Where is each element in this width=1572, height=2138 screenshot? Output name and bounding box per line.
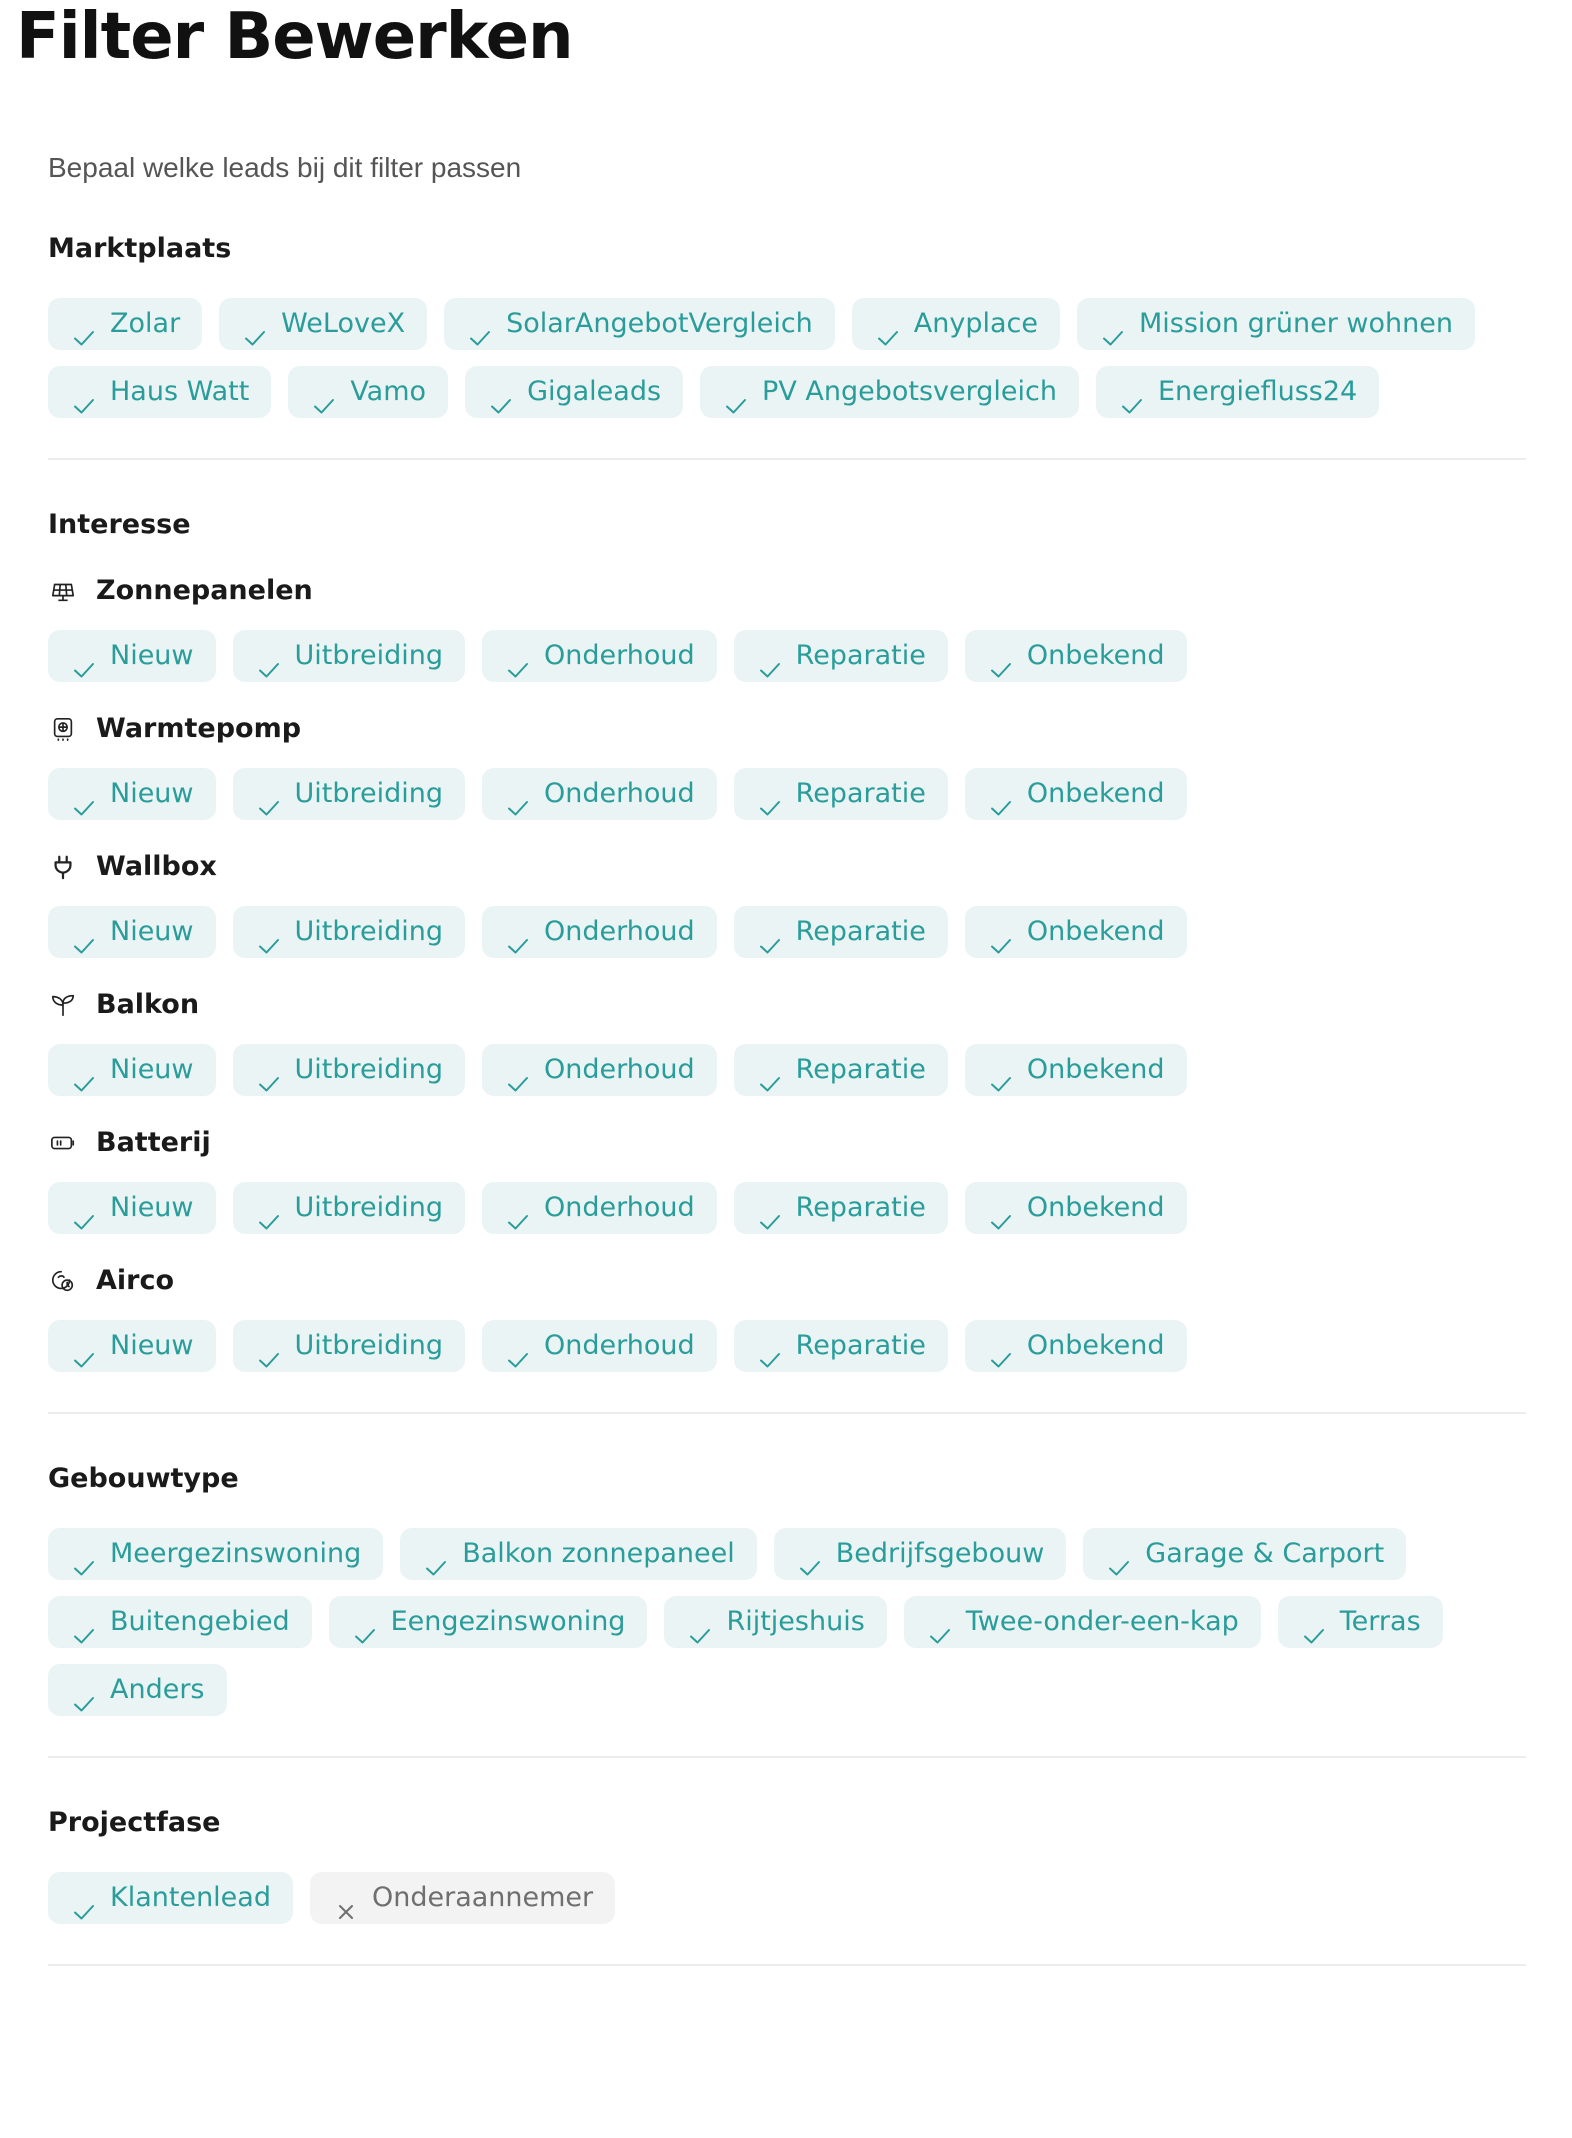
check-icon [758,922,782,942]
filter-chip-onbekend[interactable] [965,1320,1187,1372]
filter-chip-onderaannemer[interactable] [310,1872,615,1924]
chip-label: Anyplace [913,308,1038,339]
interest-category-name: Batterij [96,1127,211,1158]
filter-chip-onbekend[interactable] [965,906,1187,958]
interest-category-name: Airco [96,1265,175,1296]
check-icon [257,922,281,942]
chip-label: Reparatie [795,916,926,947]
check-icon [72,646,96,666]
check-icon [506,1336,530,1356]
filter-chip-reparatie[interactable] [734,1044,948,1096]
projectfase-chips [48,1872,1526,1924]
check-icon [989,1060,1013,1080]
filter-chip-eengezinswoning[interactable] [329,1596,648,1648]
chip-label: Balkon zonnepaneel [462,1538,735,1569]
chip-label: Buitengebied [110,1606,290,1637]
check-icon [989,922,1013,942]
check-icon [353,1612,377,1632]
interesse-section [48,508,1526,1414]
check-icon [489,382,513,402]
check-icon [758,646,782,666]
chip-label: Nieuw [110,1330,194,1361]
chip-label: Garage & Carport [1145,1538,1385,1569]
chip-label: Nieuw [110,1192,194,1223]
check-icon [243,314,267,334]
interest-category-balkon [48,988,1526,1096]
chip-label: Onderhoud [544,778,695,809]
check-icon [758,1336,782,1356]
check-icon [506,1198,530,1218]
check-icon [72,1612,96,1632]
chip-label: Onbekend [1026,916,1165,947]
interest-category-name: Warmtepomp [96,713,302,744]
check-icon [72,382,96,402]
check-icon [506,784,530,804]
chip-label: Klantenlead [110,1882,271,1913]
filter-chip-zolar[interactable] [48,298,202,350]
interest-category-header [48,988,1526,1022]
check-icon [758,1198,782,1218]
chip-label: Uitbreiding [294,1192,444,1223]
check-icon [257,1060,281,1080]
chip-label: Uitbreiding [294,916,444,947]
close-icon [334,1888,358,1908]
chip-label: Reparatie [795,1054,926,1085]
filter-chip-onderhoud[interactable] [482,768,717,820]
chip-label: Zolar [110,308,181,339]
filter-chip-onderhoud[interactable] [482,630,717,682]
check-icon [506,646,530,666]
chip-label: Meergezinswoning [110,1538,362,1569]
filter-chip-rijtjeshuis[interactable] [664,1596,886,1648]
check-icon [468,314,492,334]
chip-label: Onderhoud [544,1192,695,1223]
chip-label: Uitbreiding [294,640,444,671]
interest-chips [48,1182,1526,1234]
check-icon [989,784,1013,804]
interest-chips [48,768,1526,820]
chip-label: Vamo [350,376,427,407]
solar-panel-icon [48,576,78,606]
chip-label: Energiefluss24 [1157,376,1358,407]
check-icon [72,1198,96,1218]
filter-chip-uitbreiding[interactable] [233,1320,466,1372]
filter-chip-onbekend[interactable] [965,768,1187,820]
filter-chip-vamo[interactable] [288,366,448,418]
filter-chip-reparatie[interactable] [734,630,948,682]
filter-chip-onbekend[interactable] [965,1044,1187,1096]
chip-label: Onderhoud [544,916,695,947]
check-icon [312,382,336,402]
filter-chip-nieuw[interactable] [48,1182,216,1234]
section-title-projectfase: Projectfase [48,1807,221,1838]
check-icon [1120,382,1144,402]
chip-label: Twee-onder-een-kap [965,1606,1239,1637]
chip-label: Terras [1339,1606,1421,1637]
chip-label: WeLoveX [281,308,406,339]
check-icon [989,646,1013,666]
chip-label: Onbekend [1026,778,1165,809]
check-icon [257,1198,281,1218]
section-title-marktplaats: Marktplaats [48,233,232,264]
plug-icon [48,852,78,882]
chip-label: Rijtjeshuis [726,1606,865,1637]
interest-category-header [48,574,1526,608]
check-icon [989,1198,1013,1218]
filter-chip-balkon-zonnepaneel[interactable] [400,1528,757,1580]
section-title-interesse: Interesse [48,509,191,540]
chip-label: Uitbreiding [294,778,444,809]
filter-chip-reparatie[interactable] [734,906,948,958]
check-icon [928,1612,952,1632]
filter-chip-reparatie[interactable] [734,768,948,820]
filter-chip-anders[interactable] [48,1664,227,1716]
projectfase-section [48,1806,1526,1966]
filter-chip-klantenlead[interactable] [48,1872,293,1924]
gebouwtype-chips [48,1528,1526,1716]
filter-chip-nieuw[interactable] [48,906,216,958]
marktplaats-chips [48,298,1526,418]
chip-label: Eengezinswoning [390,1606,626,1637]
filter-chip-uitbreiding[interactable] [233,630,466,682]
chip-label: Reparatie [795,778,926,809]
sprout-icon [48,990,78,1020]
filter-chip-uitbreiding[interactable] [233,768,466,820]
filter-chip-reparatie[interactable] [734,1320,948,1372]
chip-label: PV Angebotsvergleich [762,376,1057,407]
check-icon [989,1336,1013,1356]
chip-label: Nieuw [110,778,194,809]
check-icon [72,1544,96,1564]
section-title-gebouwtype: Gebouwtype [48,1463,239,1494]
filter-chip-onderhoud[interactable] [482,1320,717,1372]
chip-label: Bedrijfsgebouw [835,1538,1045,1569]
check-icon [876,314,900,334]
chip-label: Reparatie [795,1192,926,1223]
filter-chip-meergezinswoning[interactable] [48,1528,383,1580]
chip-label: Onderhoud [544,640,695,671]
gebouwtype-section [48,1462,1526,1758]
filter-chip-onbekend[interactable] [965,1182,1187,1234]
check-icon [1302,1612,1326,1632]
filter-chip-nieuw[interactable] [48,768,216,820]
interest-category-zonnepanelen [48,574,1526,682]
check-icon [1101,314,1125,334]
filter-chip-buitengebied[interactable] [48,1596,312,1648]
chip-label: Anders [110,1674,205,1705]
filter-chip-uitbreiding[interactable] [233,906,466,958]
check-icon [758,1060,782,1080]
interest-category-header [48,1126,1526,1160]
chip-label: Nieuw [110,916,194,947]
filter-chip-nieuw[interactable] [48,1320,216,1372]
check-icon [72,922,96,942]
check-icon [72,784,96,804]
battery-icon [48,1128,78,1158]
interest-chips [48,906,1526,958]
chip-label: Reparatie [795,1330,926,1361]
filter-chip-terras[interactable] [1278,1596,1443,1648]
check-icon [257,646,281,666]
filter-chip-uitbreiding[interactable] [233,1044,466,1096]
filter-form [48,148,1526,2014]
interesse-categories [48,574,1526,1372]
chip-label: Uitbreiding [294,1330,444,1361]
interest-category-warmtepomp [48,712,1526,820]
check-icon [72,314,96,334]
marktplaats-section [48,232,1526,460]
interest-category-name: Balkon [96,989,200,1020]
chip-label: Reparatie [795,640,926,671]
chip-label: Haus Watt [110,376,250,407]
filter-chip-onderhoud[interactable] [482,1182,717,1234]
filter-chip-onderhoud[interactable] [482,906,717,958]
chip-label: SolarAngebotVergleich [506,308,813,339]
check-icon [72,1060,96,1080]
interest-category-header [48,850,1526,884]
chip-label: Onbekend [1026,1054,1165,1085]
filter-chip-haus-watt[interactable] [48,366,271,418]
check-icon [424,1544,448,1564]
filter-chip-twee-onder-een-kap[interactable] [904,1596,1261,1648]
filter-chip-anyplace[interactable] [852,298,1060,350]
filter-chip-reparatie[interactable] [734,1182,948,1234]
check-icon [72,1888,96,1908]
chip-label: Mission grüner wohnen [1138,308,1453,339]
chip-label: Onderaannemer [371,1882,594,1913]
check-icon [688,1612,712,1632]
chip-label: Uitbreiding [294,1054,444,1085]
check-icon [798,1544,822,1564]
interest-category-wallbox [48,850,1526,958]
check-icon [257,784,281,804]
interest-category-header [48,712,1526,746]
chip-label: Onbekend [1026,1192,1165,1223]
filter-chip-welovex[interactable] [219,298,427,350]
check-icon [758,784,782,804]
check-icon [72,1336,96,1356]
chip-label: Onbekend [1026,640,1165,671]
interest-chips [48,1320,1526,1372]
filter-chip-uitbreiding[interactable] [233,1182,466,1234]
interest-category-batterij [48,1126,1526,1234]
filter-chip-solarangebotvergleich[interactable] [444,298,835,350]
page-title: Filter Bewerken [16,0,573,74]
chip-label: Gigaleads [527,376,662,407]
air-conditioner-icon [48,1266,78,1296]
chip-label: Nieuw [110,640,194,671]
filter-chip-mission-gr-ner-wohnen[interactable] [1077,298,1475,350]
filter-chip-nieuw[interactable] [48,1044,216,1096]
filter-chip-nieuw[interactable] [48,630,216,682]
interest-category-airco [48,1264,1526,1372]
filter-chip-gigaleads[interactable] [465,366,683,418]
chip-label: Onderhoud [544,1330,695,1361]
filter-chip-onderhoud[interactable] [482,1044,717,1096]
check-icon [724,382,748,402]
chip-label: Nieuw [110,1054,194,1085]
page-subtitle: Bepaal welke leads bij dit filter passen [48,152,522,183]
check-icon [506,922,530,942]
interest-chips [48,630,1526,682]
filter-chip-bedrijfsgebouw[interactable] [774,1528,1067,1580]
filter-chip-onbekend[interactable] [965,630,1187,682]
interest-category-header [48,1264,1526,1298]
check-icon [506,1060,530,1080]
chip-label: Onderhoud [544,1054,695,1085]
filter-chip-garage-and-carport[interactable] [1083,1528,1406,1580]
check-icon [1107,1544,1131,1564]
heat-pump-icon [48,714,78,744]
filter-chip-energiefluss24[interactable] [1096,366,1379,418]
check-icon [257,1336,281,1356]
interest-chips [48,1044,1526,1096]
interest-category-name: Zonnepanelen [96,575,313,606]
check-icon [72,1680,96,1700]
chip-label: Onbekend [1026,1330,1165,1361]
filter-chip-pv-angebotsvergleich[interactable] [700,366,1079,418]
interest-category-name: Wallbox [96,851,217,882]
